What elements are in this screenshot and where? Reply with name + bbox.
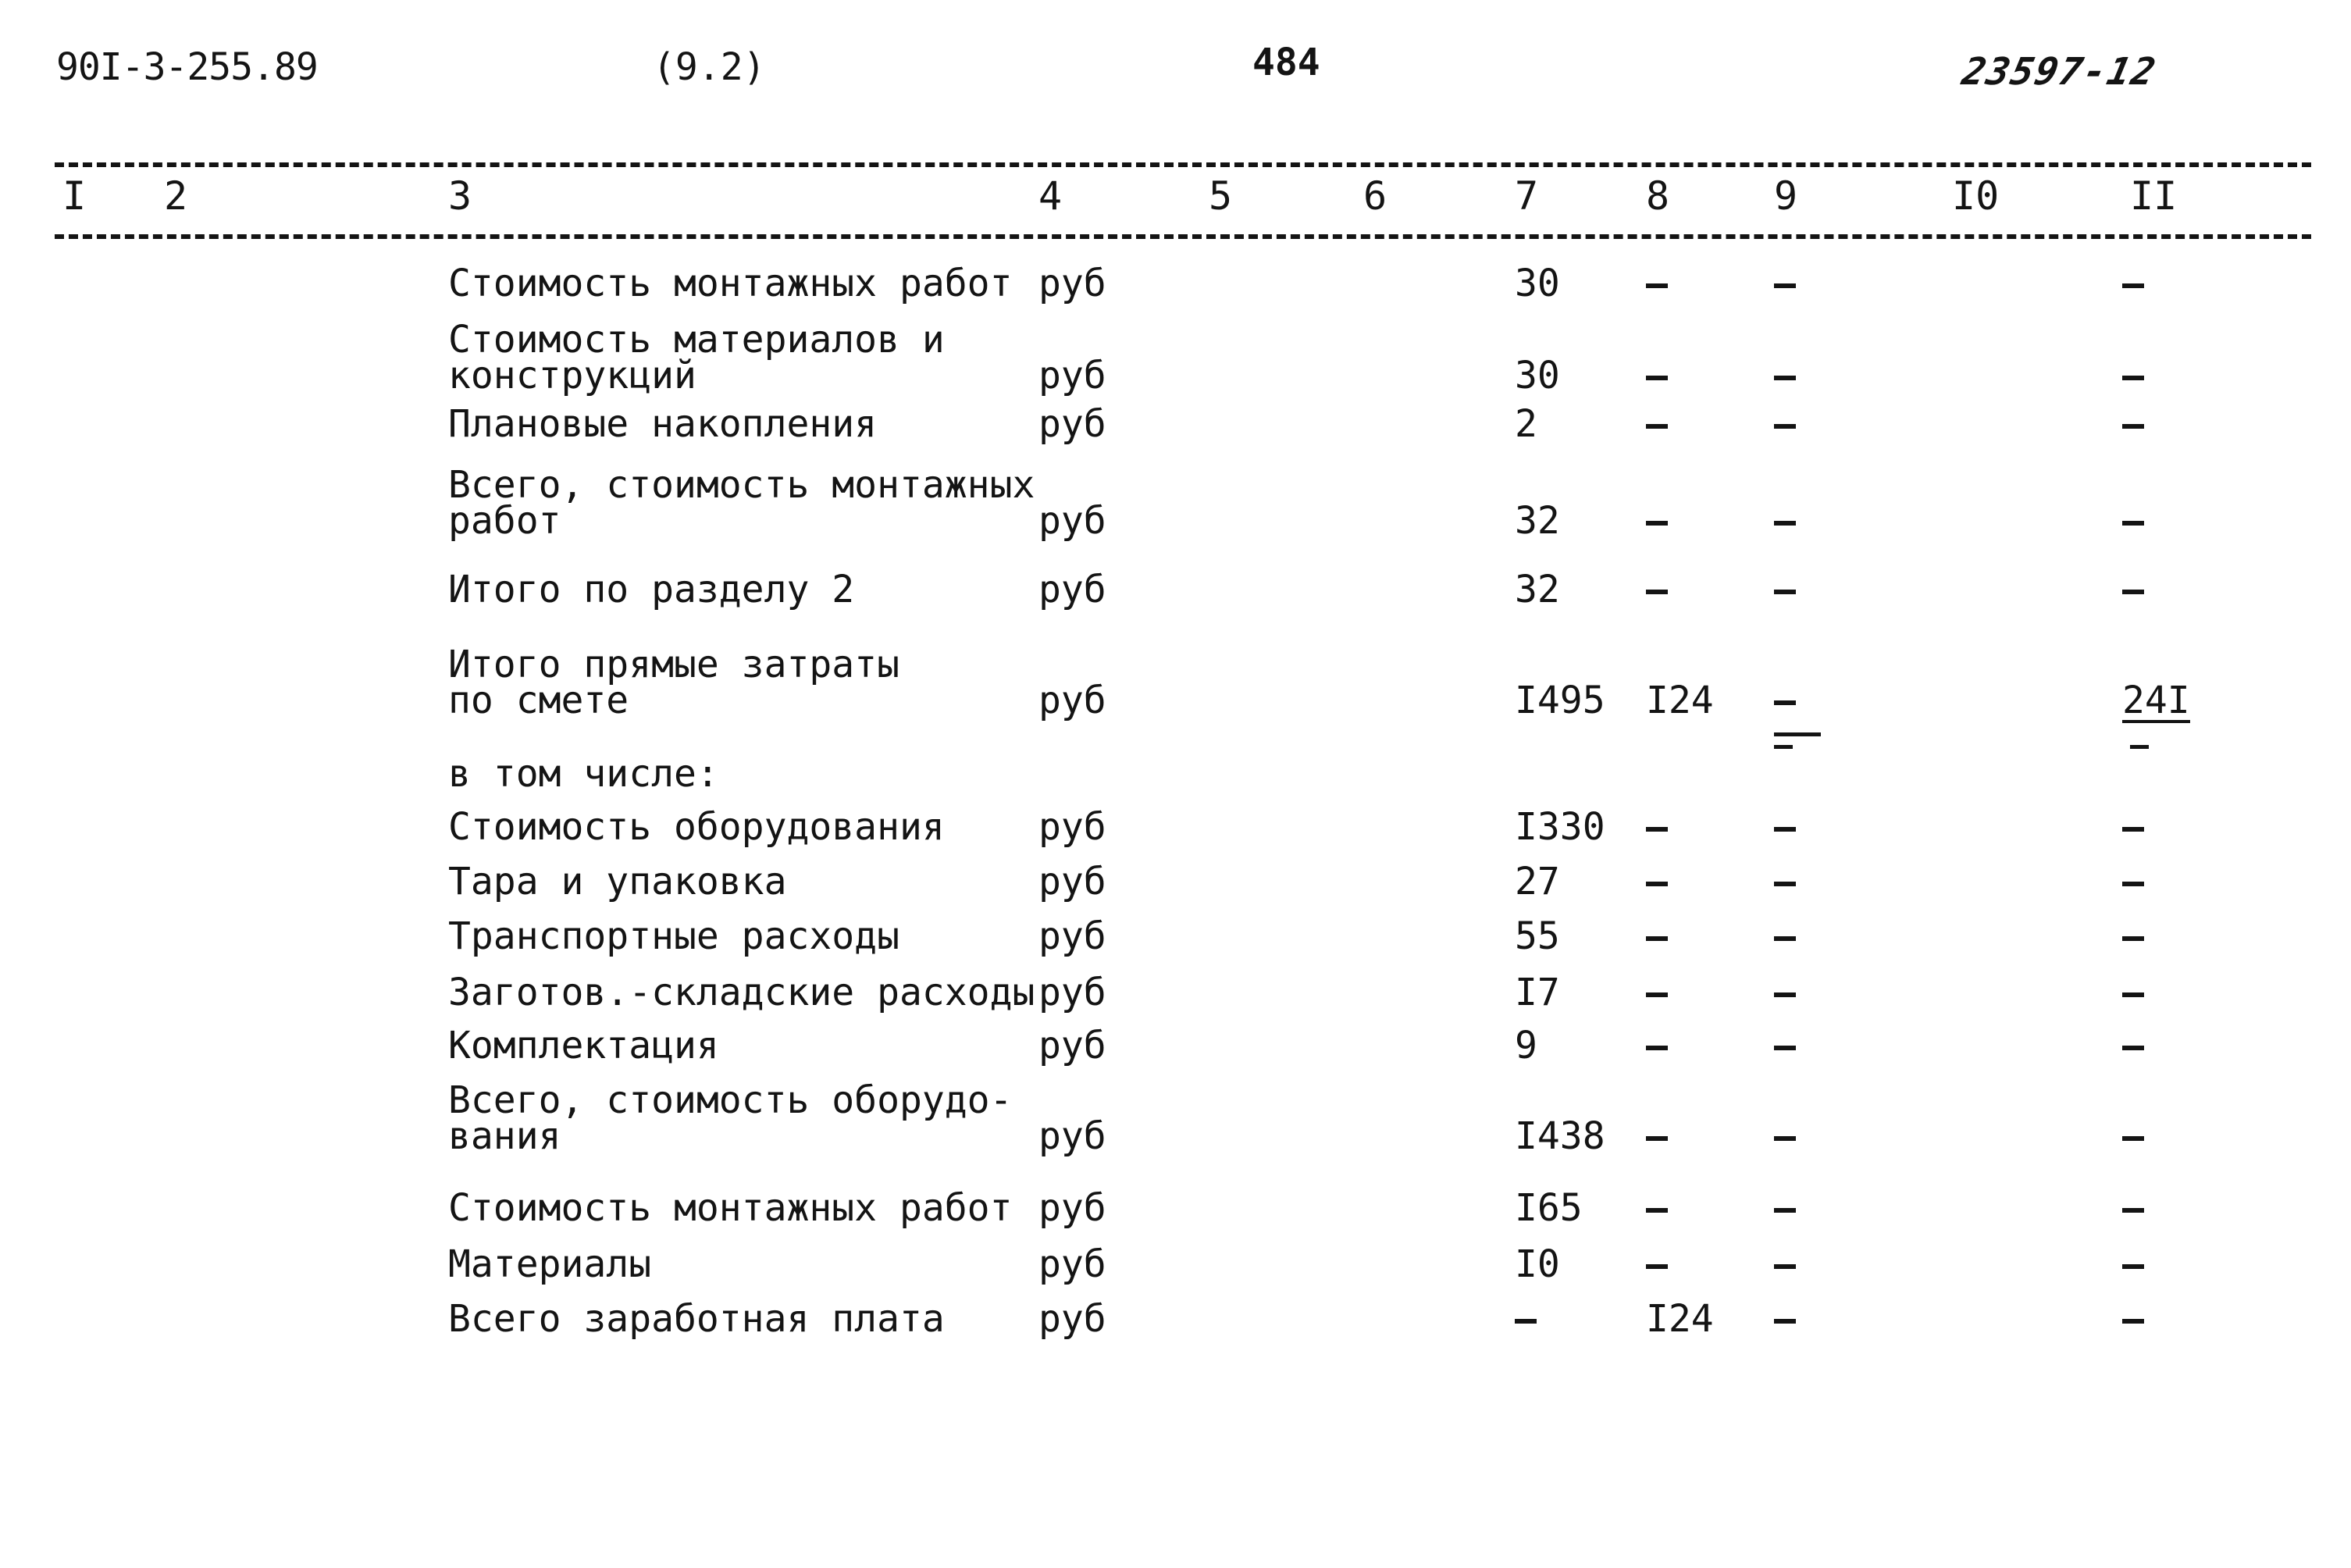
- column-number: I0: [1952, 173, 2000, 219]
- total-underline-mark: [1774, 732, 1821, 736]
- cell-col-7: I330: [1515, 805, 1605, 849]
- cell-col-9: [1774, 358, 1796, 394]
- empty-dash: [1774, 827, 1796, 832]
- column-number: 9: [1774, 173, 1798, 219]
- cell-col-9: [1774, 1301, 1796, 1337]
- cell-col-11: [2122, 265, 2144, 301]
- cell-col-11: [2122, 503, 2144, 539]
- column-number: 5: [1209, 173, 1233, 219]
- row-description: Заготов.-складские расходы: [448, 971, 1035, 1014]
- cell-col-7: I438: [1515, 1114, 1605, 1158]
- cell-col-8: [1646, 864, 1668, 900]
- empty-dash: [2122, 521, 2144, 526]
- empty-dash: [1515, 1319, 1537, 1324]
- row-description: Стоимость материалов и: [448, 318, 945, 362]
- cell-col-9: [1774, 265, 1796, 301]
- cell-col-8: [1646, 503, 1668, 539]
- empty-dash: [1774, 376, 1796, 380]
- cell-col-7: 27: [1515, 860, 1560, 903]
- cell-col-8: [1646, 406, 1668, 442]
- row-description: работ: [448, 499, 561, 543]
- row-unit: руб: [1038, 1114, 1106, 1158]
- cell-col-9: [1774, 572, 1796, 608]
- cell-col-7: 9: [1515, 1024, 1537, 1067]
- column-number: 7: [1515, 173, 1539, 219]
- cell-col-8: [1646, 1190, 1668, 1226]
- empty-dash: [1646, 882, 1668, 886]
- cell-col-9: [1774, 864, 1796, 900]
- empty-dash: [1646, 283, 1668, 288]
- empty-dash: [2122, 827, 2144, 832]
- empty-dash: [2122, 882, 2144, 886]
- cell-col-9: [1774, 918, 1796, 954]
- empty-dash: [2122, 1136, 2144, 1141]
- total-underline-mark: [1774, 745, 1793, 749]
- cell-col-8: I24: [1646, 1297, 1714, 1341]
- column-number: 2: [164, 173, 188, 219]
- cell-col-11: [2122, 1118, 2144, 1154]
- empty-dash: [1774, 882, 1796, 886]
- table-top-rule: [55, 162, 2311, 167]
- row-description: Итого прямые затраты: [448, 643, 899, 686]
- empty-dash: [1774, 590, 1796, 594]
- column-number: I: [62, 173, 87, 219]
- row-description: Плановые накопления: [448, 402, 878, 446]
- cell-col-8: [1646, 975, 1668, 1010]
- cell-col-9: [1774, 809, 1796, 845]
- empty-dash: [1646, 424, 1668, 429]
- row-description: Всего, стоимость монтажных: [448, 463, 1035, 507]
- cell-col-9: [1774, 975, 1796, 1010]
- empty-dash: [1774, 992, 1796, 997]
- column-number: 4: [1038, 173, 1063, 219]
- row-description: вания: [448, 1114, 561, 1158]
- empty-dash: [1646, 1136, 1668, 1141]
- section-number: (9.2): [653, 45, 766, 89]
- cell-col-7: 2: [1515, 402, 1537, 446]
- empty-dash: [1646, 590, 1668, 594]
- empty-dash: [1774, 283, 1796, 288]
- cell-col-8: [1646, 1118, 1668, 1154]
- empty-dash: [1774, 1046, 1796, 1050]
- cell-col-11: [2122, 406, 2144, 442]
- table-header-rule: [55, 234, 2311, 239]
- empty-dash: [1774, 1264, 1796, 1269]
- cell-col-8: I24: [1646, 679, 1714, 722]
- empty-dash: [2122, 1208, 2144, 1213]
- row-description: Комплектация: [448, 1024, 719, 1067]
- column-number: II: [2130, 173, 2178, 219]
- row-description: Итого по разделу 2: [448, 568, 855, 611]
- empty-dash: [1774, 424, 1796, 429]
- row-unit: руб: [1038, 860, 1106, 903]
- cell-col-7: 30: [1515, 262, 1560, 305]
- empty-dash: [1774, 936, 1796, 941]
- cell-col-7: I65: [1515, 1186, 1583, 1230]
- document-code: 90I-3-255.89: [56, 45, 318, 89]
- empty-dash: [2122, 1046, 2144, 1050]
- row-unit: руб: [1038, 499, 1106, 543]
- row-unit: руб: [1038, 1297, 1106, 1341]
- row-description: Материалы: [448, 1242, 652, 1286]
- row-description: Всего заработная плата: [448, 1297, 945, 1341]
- cell-col-9: [1774, 1190, 1796, 1226]
- page-number: 484: [1252, 41, 1320, 84]
- cell-col-8: [1646, 918, 1668, 954]
- cell-col-8: [1646, 1246, 1668, 1282]
- row-description: Стоимость оборудования: [448, 805, 945, 849]
- empty-dash: [1774, 700, 1796, 705]
- row-description: конструкций: [448, 354, 696, 397]
- empty-dash: [2122, 376, 2144, 380]
- cell-col-7: 55: [1515, 914, 1560, 958]
- cell-col-11: [2122, 918, 2144, 954]
- row-unit: руб: [1038, 1242, 1106, 1286]
- cell-col-11: 24I: [2122, 679, 2190, 722]
- cell-col-9: [1774, 682, 1796, 718]
- empty-dash: [2122, 590, 2144, 594]
- cell-col-9: [1774, 1028, 1796, 1064]
- cell-col-8: [1646, 572, 1668, 608]
- cell-col-9: [1774, 1246, 1796, 1282]
- empty-dash: [2122, 992, 2144, 997]
- archive-number: 23597-12: [1958, 50, 2161, 94]
- empty-dash: [1774, 1136, 1796, 1141]
- cell-col-8: [1646, 809, 1668, 845]
- cell-col-11: [2122, 1246, 2144, 1282]
- empty-dash: [1646, 1264, 1668, 1269]
- cell-col-9: [1774, 503, 1796, 539]
- column-number: 8: [1646, 173, 1670, 219]
- cell-col-11: [2122, 572, 2144, 608]
- cell-col-11: [2122, 1190, 2144, 1226]
- row-unit: руб: [1038, 568, 1106, 611]
- cell-col-11: [2122, 1028, 2144, 1064]
- row-description: Тара и упаковка: [448, 860, 787, 903]
- column-number: 6: [1363, 173, 1387, 219]
- empty-dash: [1646, 1046, 1668, 1050]
- cell-col-7: [1515, 1301, 1537, 1337]
- row-unit: руб: [1038, 1186, 1106, 1230]
- cell-col-11: [2122, 975, 2144, 1010]
- cell-col-9: [1774, 406, 1796, 442]
- row-unit: руб: [1038, 262, 1106, 305]
- empty-dash: [1646, 1208, 1668, 1213]
- row-unit: руб: [1038, 914, 1106, 958]
- total-underline-mark: [2130, 745, 2149, 749]
- row-description: Стоимость монтажных работ: [448, 262, 1013, 305]
- row-description: Транспортные расходы: [448, 914, 899, 958]
- cell-col-8: [1646, 358, 1668, 394]
- empty-dash: [2122, 283, 2144, 288]
- empty-dash: [1646, 992, 1668, 997]
- cell-col-11: [2122, 1301, 2144, 1337]
- empty-dash: [1646, 376, 1668, 380]
- cell-col-7: I495: [1515, 679, 1605, 722]
- column-number: 3: [448, 173, 472, 219]
- row-unit: руб: [1038, 354, 1106, 397]
- row-description: Всего, стоимость оборудо-: [448, 1078, 1013, 1122]
- empty-dash: [2122, 1264, 2144, 1269]
- empty-dash: [1774, 521, 1796, 526]
- empty-dash: [1646, 521, 1668, 526]
- empty-dash: [1646, 936, 1668, 941]
- cell-col-11: [2122, 358, 2144, 394]
- row-unit: руб: [1038, 402, 1106, 446]
- row-unit: руб: [1038, 1024, 1106, 1067]
- empty-dash: [1646, 827, 1668, 832]
- row-unit: руб: [1038, 679, 1106, 722]
- empty-dash: [2122, 1319, 2144, 1324]
- empty-dash: [2122, 424, 2144, 429]
- cell-col-9: [1774, 1118, 1796, 1154]
- row-description: Стоимость монтажных работ: [448, 1186, 1013, 1230]
- cell-col-11: [2122, 809, 2144, 845]
- cell-col-11: [2122, 864, 2144, 900]
- empty-dash: [1774, 1319, 1796, 1324]
- empty-dash: [1774, 1208, 1796, 1213]
- cell-col-7: I0: [1515, 1242, 1560, 1286]
- cell-col-7: 30: [1515, 354, 1560, 397]
- cell-col-8: [1646, 1028, 1668, 1064]
- cell-col-7: I7: [1515, 971, 1560, 1014]
- row-description: по смете: [448, 679, 629, 722]
- empty-dash: [2122, 936, 2144, 941]
- row-unit: руб: [1038, 805, 1106, 849]
- cell-col-7: 32: [1515, 568, 1560, 611]
- row-unit: руб: [1038, 971, 1106, 1014]
- row-description: в том числе:: [448, 752, 719, 796]
- cell-col-7: 32: [1515, 499, 1560, 543]
- cell-col-8: [1646, 265, 1668, 301]
